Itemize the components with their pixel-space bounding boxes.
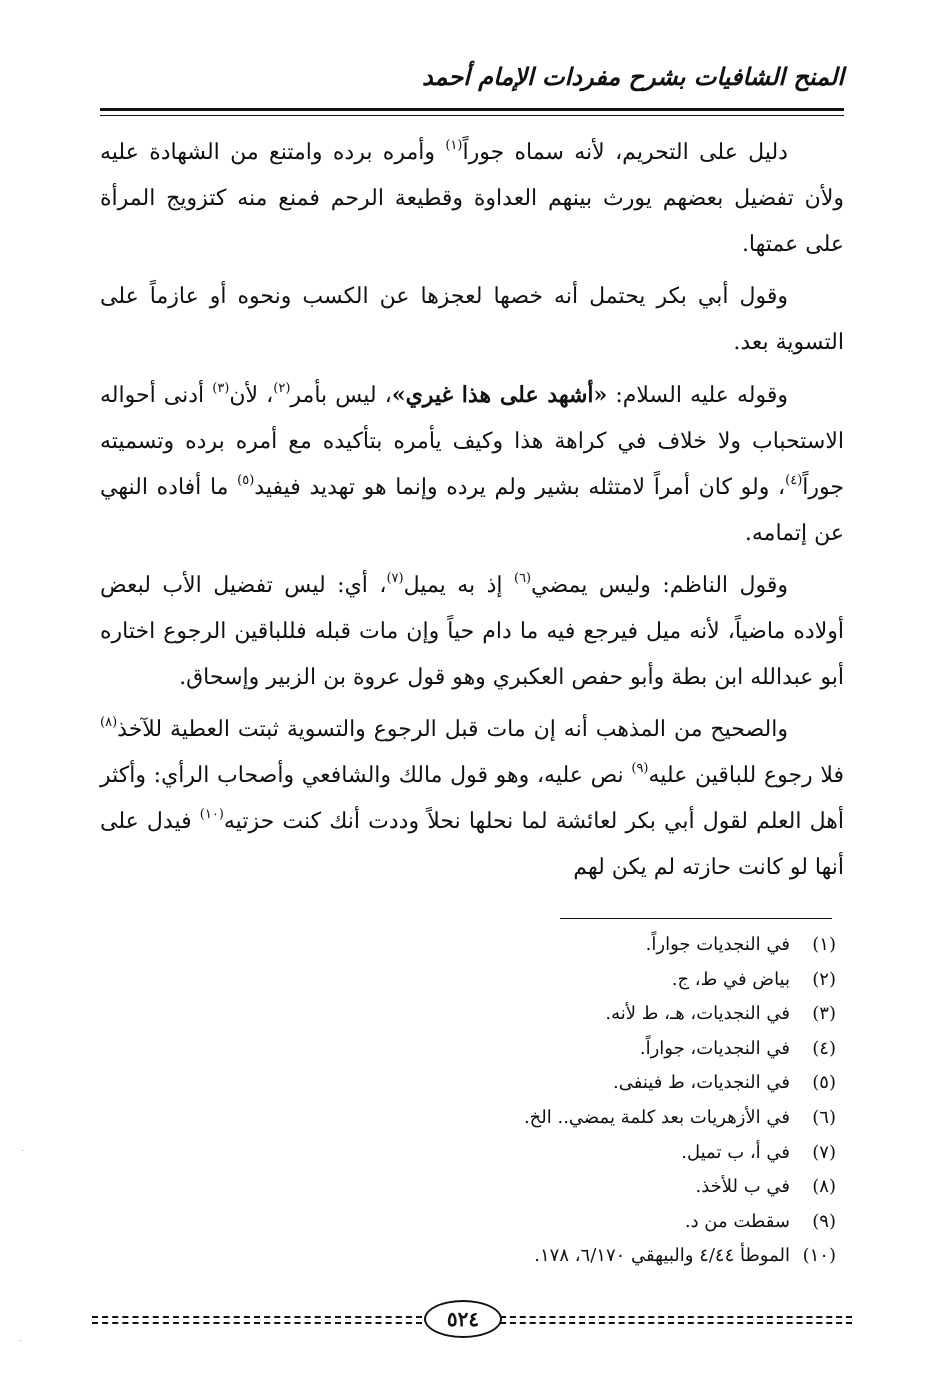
paragraph bbox=[100, 130, 844, 268]
text-run: دليل على التحريم، لأنه سماه جوراً bbox=[462, 140, 788, 165]
footnote-text: في النجديات، هـ، ط لأنه. bbox=[605, 1003, 790, 1025]
main-text bbox=[100, 130, 844, 897]
footnote-number: (٧) bbox=[812, 1141, 836, 1163]
paragraph bbox=[100, 563, 844, 701]
footnote-text: في ب للأخذ. bbox=[695, 1176, 790, 1198]
footnote bbox=[336, 1170, 836, 1205]
footnote-ref: (٦) bbox=[513, 571, 532, 586]
text-run: فلا رجوع للباقين عليه bbox=[648, 763, 844, 788]
footnote-text: سقطت من د. bbox=[684, 1210, 790, 1232]
footnote-number: (٤) bbox=[812, 1037, 836, 1059]
footnote-ref: (٤) bbox=[785, 473, 803, 488]
footnote-ref: (٨) bbox=[100, 715, 118, 730]
paragraph bbox=[100, 707, 844, 891]
footnote-number: (١) bbox=[812, 934, 836, 955]
margin-speck bbox=[20, 1340, 21, 1341]
text-run: إذ به يميل bbox=[403, 573, 514, 598]
footer-dashed-rule-right bbox=[500, 1316, 852, 1318]
footnote bbox=[336, 1101, 836, 1136]
footnote-ref: (٣) bbox=[212, 381, 230, 396]
footnote-number: (٩) bbox=[812, 1210, 836, 1232]
footnote bbox=[336, 1066, 836, 1101]
footnote bbox=[336, 928, 836, 963]
footnote-text: في أ، ب تميل. bbox=[681, 1141, 790, 1163]
paragraph bbox=[100, 274, 844, 366]
quoted-hadith: «أشهد على هذا غيري» bbox=[391, 382, 608, 408]
running-header-title: المنح الشافيات بشرح مفردات الإمام أحمد bbox=[421, 62, 844, 91]
header-rule bbox=[100, 108, 844, 111]
footnote-ref: (١) bbox=[445, 138, 463, 153]
footnote-text: في النجديات جواراً. bbox=[645, 934, 790, 955]
footnotes bbox=[336, 928, 836, 1274]
footnote-text: في الأزهريات بعد كلمة يمضي.. الخ. bbox=[523, 1106, 790, 1128]
footnote-ref: (١٠) bbox=[199, 807, 224, 822]
footnote-number: (٥) bbox=[812, 1072, 836, 1094]
text-run: وقول الناظم: وليس يمضي bbox=[531, 573, 789, 598]
text-run: فيدل على أنها لو كانت حازته لم يكن لهم bbox=[100, 809, 844, 880]
footer-dashed-rule-left-lower bbox=[92, 1322, 422, 1324]
footnote bbox=[336, 1205, 836, 1240]
text-run: ، أي: ليس تفضيل الأب لبعض أولاده ماضياً، لأنه ميل فيرجع فيه ما دام حياً وإن مات قبله فللباقين الرجوع اختاره أبو عبدالله ابن بطة وأبو حفص العكبري وهو قول عروة بن الزبير وإسحاق. bbox=[100, 573, 844, 690]
footnote-number: (٣) bbox=[812, 1003, 836, 1025]
text-run: ، ولو كان أمراً لامتثله بشير ولم يرده وإنما هو تهديد فيفيد bbox=[254, 475, 786, 500]
footnote-number: (٨) bbox=[812, 1176, 836, 1198]
footnote-text: بياض في ط، ج. bbox=[671, 968, 790, 990]
footnote bbox=[336, 997, 836, 1032]
text-run: ، لأن bbox=[229, 383, 274, 408]
footnote-text: في النجديات، جواراً. bbox=[639, 1037, 790, 1059]
text-run: نص عليه، وهو قول مالك والشافعي وأصحاب الرأي: وأكثر أهل العلم لقول أبي بكر لعائشة لما نحلها نحلاً وددت أنك كنت حزتيه bbox=[100, 763, 845, 834]
footnote-ref: (٩) bbox=[631, 761, 649, 776]
footnote bbox=[336, 1136, 836, 1171]
text-run: ما أفاده النهي عن إتمامه. bbox=[100, 475, 844, 546]
footnote-separator bbox=[560, 918, 832, 919]
footnote-number: (٦) bbox=[812, 1106, 836, 1128]
footnote bbox=[336, 963, 836, 998]
paragraph bbox=[100, 372, 844, 557]
footnote-ref: (٥) bbox=[237, 473, 255, 488]
text-run: وأمره برده وامتنع من الشهادة عليه ولأن تفضيل بعضهم يورث بينهم العداوة وقطيعة الرحم فمنع منه كتزويج المرأة على عمتها. bbox=[100, 140, 844, 257]
footnote-ref: (٢) bbox=[273, 381, 291, 396]
page-number: ٥٢٤ bbox=[424, 1300, 502, 1338]
footnote-number: (١٠) bbox=[802, 1245, 836, 1267]
footnote-text: الموطأ ٤/٤٤ والبيهقي ٦/١٧٠، ١٧٨. bbox=[534, 1245, 790, 1267]
footnote-number: (٢) bbox=[812, 968, 836, 990]
text-run: ، ليس بأمر bbox=[290, 383, 392, 408]
footer-dashed-rule-left bbox=[92, 1316, 422, 1318]
footer-dashed-rule-right-lower bbox=[500, 1322, 852, 1324]
margin-speck bbox=[22, 1150, 23, 1151]
header-rule-thin bbox=[100, 115, 844, 116]
text-run: والصحيح من المذهب أنه إن مات قبل الرجوع والتسوية ثبتت العطية للآخذ bbox=[117, 717, 788, 742]
text-run: وقوله عليه السلام: bbox=[607, 383, 789, 408]
footnote bbox=[336, 1032, 836, 1067]
text-run: وقول أبي بكر يحتمل أنه خصها لعجزها عن الكسب ونحوه أو عازماً على التسوية بعد. bbox=[100, 284, 844, 355]
footnote-text: في النجديات، ط فينفى. bbox=[613, 1072, 790, 1094]
text-run: أدنى أحواله الاستحباب ولا خلاف في كراهة هذا وكيف يأمره بتأكيده مع أمره برده وتسميته جوراً bbox=[100, 383, 844, 500]
footnote-ref: (٧) bbox=[386, 571, 404, 586]
footnote bbox=[336, 1239, 836, 1274]
